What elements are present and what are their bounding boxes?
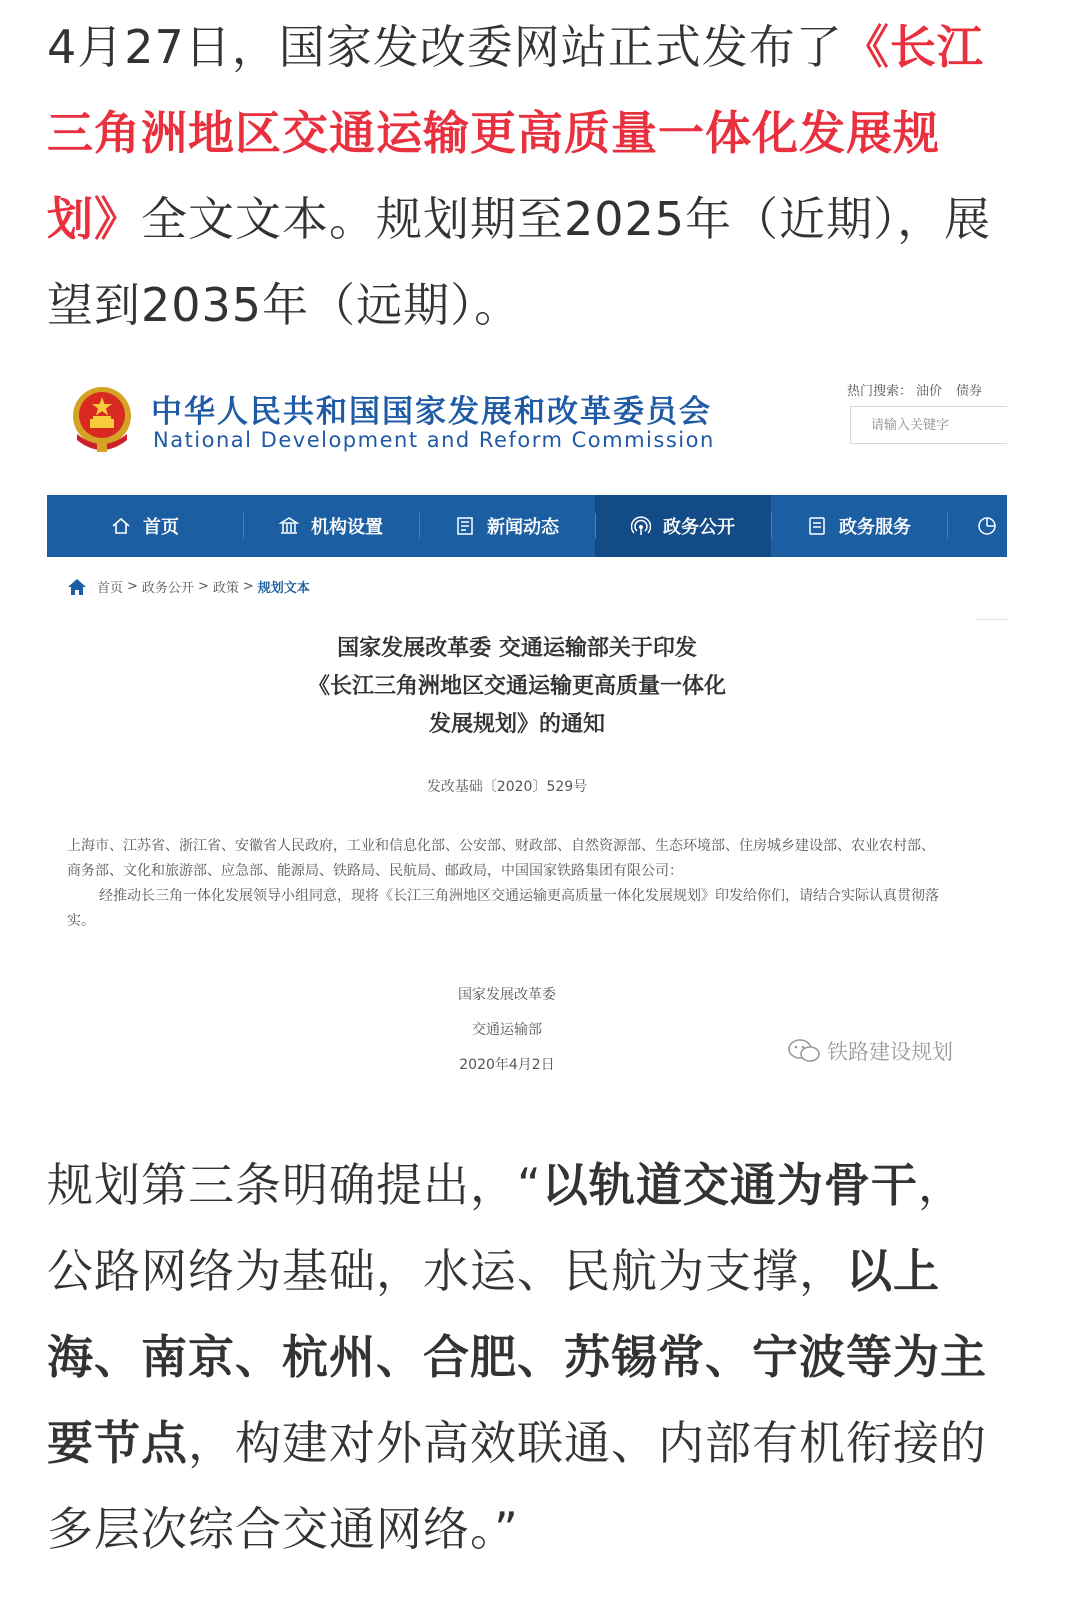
nav-item-home[interactable] [47, 495, 243, 557]
signature-mot: 交通运输部 [472, 1022, 542, 1038]
site-header [47, 362, 1007, 492]
hot-search-keyword[interactable]: 油价 [916, 384, 943, 399]
breadcrumb-link[interactable]: 政务公开 [141, 581, 194, 596]
intro-lead: 4月27日，国家发改委网站正式发布了 [47, 20, 843, 74]
pie-chart-icon [977, 516, 997, 536]
doc-body [67, 834, 947, 934]
nav-item-label: 机构设置 [311, 517, 383, 538]
intro-rest: 全文文本。规划期至2025年（近期），展望到2035年（远期）。 [47, 192, 992, 332]
nav-item-label: 新闻动态 [487, 517, 559, 538]
home-icon [111, 516, 131, 536]
wechat-icon [787, 1038, 821, 1064]
nav-item-news[interactable] [419, 495, 595, 557]
search-input[interactable] [850, 406, 1007, 444]
nav-item-more[interactable] [947, 495, 1007, 557]
quote-text: ，构建对外高效联通、内部有机衔接的多层次综合交通网络。” [47, 1416, 987, 1556]
intro-paragraph [47, 4, 1007, 348]
home-icon [67, 578, 87, 596]
doc-body-text: 经推动长三角一体化发展领导小组同意，现将《长江三角洲地区交通运输更高质量一体化发展规划》印发给你们，请结合实际认真贯彻落实。 [67, 888, 939, 929]
doc-title [247, 630, 787, 744]
site-name-cn: 中华人民共和国国家发展和改革委员会 [151, 394, 712, 430]
broadcast-icon [631, 516, 651, 536]
news-icon [455, 516, 475, 536]
ndrc-webpage-screenshot [47, 362, 1007, 1102]
nav-item-government-affairs[interactable] [595, 495, 771, 557]
quote-text: ，公路网络为基础，水运、民航为支撑， [47, 1158, 965, 1298]
document-icon [807, 516, 827, 536]
breadcrumb: 首页 > 政务公开 > 政策 > 规划文本 [67, 577, 310, 596]
doc-number: 发改基础〔2020〕529号 [426, 779, 588, 795]
divider [977, 619, 1007, 620]
hot-search [847, 380, 982, 399]
doc-title-line: 《长江三角洲地区交通运输更高质量一体化 [307, 674, 726, 699]
watermark-text: 铁路建设规划 [827, 1040, 953, 1064]
hot-search-label: 热门搜索： [847, 384, 913, 399]
nav-item-label: 政务服务 [839, 517, 911, 538]
nav-item-label: 政务公开 [663, 517, 735, 538]
main-nav [47, 495, 1007, 557]
national-emblem-icon [69, 384, 135, 456]
doc-recipients: 上海市、江苏省、浙江省、安徽省人民政府，工业和信息化部、公安部、财政部、自然资源部、生态环境部、住房城乡建设部、农业农村部、商务部、文化和旅游部、应急部、能源局、铁路局、民航局、邮政局，中国国家铁路集团有限公司： [67, 838, 935, 879]
site-name-en: National Development and Reform Commission [153, 428, 715, 452]
watermark [787, 1036, 953, 1066]
nav-item-government-services[interactable] [771, 495, 947, 557]
building-icon [279, 516, 299, 536]
signature-date: 2020年4月2日 [459, 1057, 555, 1073]
plan-title-highlight: 《长江三角洲地区交通运输更高质量一体化发展规划》 [47, 20, 984, 246]
doc-title-line: 国家发展改革委 交通运输部关于印发 [337, 636, 697, 661]
quote-bold: 以上海、南京、杭州、合肥、苏锡常、宁波等为主要节点 [47, 1244, 987, 1470]
signature-ndrc: 国家发展改革委 [458, 987, 556, 1003]
breadcrumb-link[interactable]: 政策 [212, 581, 239, 596]
quote-bold: 以轨道交通为骨干 [541, 1158, 918, 1212]
breadcrumb-current[interactable]: 规划文本 [257, 581, 310, 596]
doc-title-line: 发展规划》的通知 [428, 712, 605, 737]
hot-search-keyword[interactable]: 债券 [956, 384, 983, 399]
nav-item-label: 首页 [143, 517, 179, 538]
nav-item-organization[interactable] [243, 495, 419, 557]
quote-text: 规划第三条明确提出，“ [47, 1158, 542, 1212]
plan-quote-paragraph [47, 1142, 1007, 1572]
breadcrumb-link[interactable]: 首页 [97, 581, 124, 596]
